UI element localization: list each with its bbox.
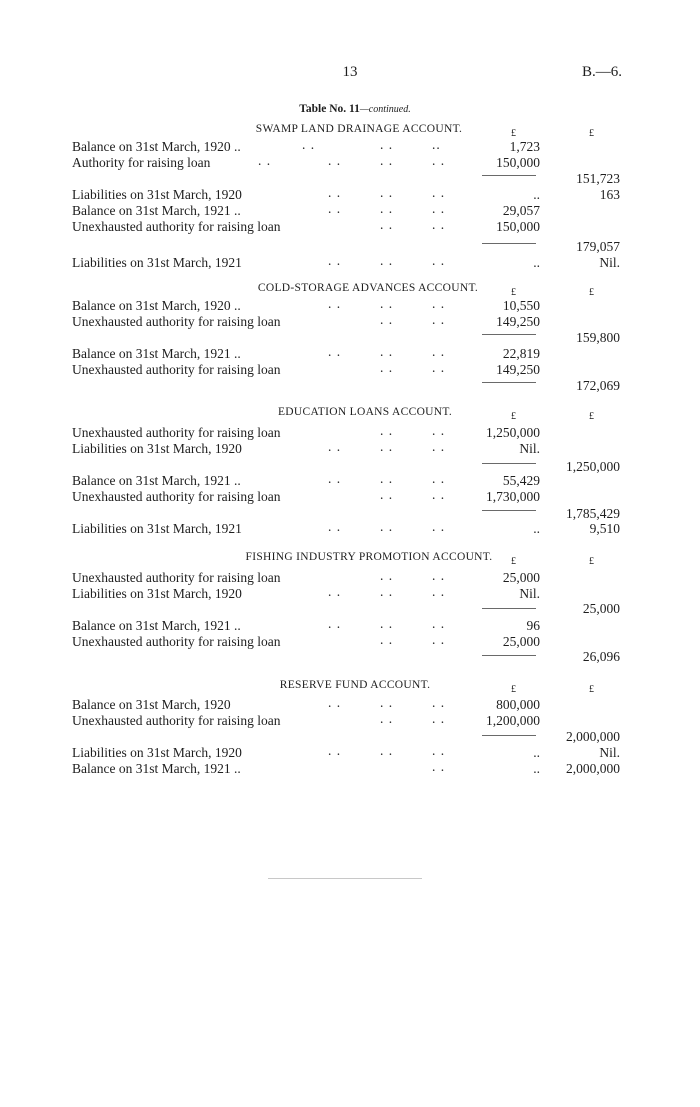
row-value: .. (533, 745, 540, 760)
table-row (72, 506, 624, 522)
table-row: Unexhausted authority for raising loan . . . . 149,250 (72, 312, 540, 329)
table-row: Balance on 31st March, 1921 .. . . . . . . 55,429 (72, 471, 540, 488)
row-label: Liabilities on 31st March, 1920 (72, 441, 242, 456)
row-value: 1,723 (509, 139, 540, 154)
row-label: Balance on 31st March, 1920 .. (72, 139, 241, 154)
row-value: 55,429 (502, 473, 540, 488)
row-total: Nil. (599, 745, 620, 760)
row-label: Balance on 31st March, 1920 (72, 697, 231, 712)
section-heading: EDUCATION LOANS ACCOUNT. (277, 406, 453, 418)
row-value: .. (533, 255, 540, 270)
table-row: Balance on 31st March, 1921 .. . . . . . . 29,057 (72, 201, 540, 218)
table-row: Liabilities on 31st March, 1920 . . . . . . Nil. (72, 439, 540, 456)
row-total: 151,723 (576, 171, 620, 186)
row-label: Liabilities on 31st March, 1920 (72, 586, 242, 601)
row-label: Liabilities on 31st March, 1921 (72, 521, 242, 536)
table-row: Liabilities on 31st March, 1920 . . . . . . Nil. (72, 584, 540, 601)
row-value: 800,000 (496, 697, 540, 712)
row-total: 2,000,000 (566, 729, 620, 744)
table-row (72, 649, 624, 665)
section-heading: RESERVE FUND ACCOUNT. (279, 679, 431, 691)
row-value: Nil. (519, 586, 540, 601)
row-label: Balance on 31st March, 1921 .. (72, 761, 241, 776)
table-row: Balance on 31st March, 1921 .. . . . . . . 96 (72, 616, 540, 633)
row-total: Nil. (599, 255, 620, 270)
row-label: Liabilities on 31st March, 1920 (72, 187, 242, 202)
row-label: Liabilities on 31st March, 1920 (72, 745, 242, 760)
row-total: 163 (599, 187, 620, 202)
table-row: Balance on 31st March, 1921 .. . . . . . . 22,819 (72, 344, 540, 361)
table-row (72, 330, 624, 346)
row-label: Unexhausted authority for raising loan (72, 570, 281, 585)
row-total: 172,069 (576, 378, 620, 393)
row-total: 1,250,000 (566, 459, 620, 474)
table-row: Balance on 31st March, 1920 .. . . . . . . 10,550 (72, 296, 540, 313)
row-value: .. (533, 761, 540, 776)
table-row: Unexhausted authority for raising loan . . . . 150,000 (72, 217, 540, 234)
table-row: Unexhausted authority for raising loan . . . . 1,250,000 (72, 423, 540, 440)
footer-rule (268, 878, 422, 879)
currency-col2: £ (589, 128, 594, 139)
table-row: Balance on 31st March, 1921 .. . . .. 2,000,000 (72, 759, 620, 776)
section-heading: COLD-STORAGE ADVANCES ACCOUNT. (257, 282, 479, 294)
table-row: Authority for raising loan . . . . . . . . 150,000 (72, 153, 540, 170)
row-label: Balance on 31st March, 1921 .. (72, 346, 241, 361)
table-title-text: Table No. 11 (299, 103, 360, 115)
row-value: 25,000 (502, 570, 540, 585)
row-label: Balance on 31st March, 1921 .. (72, 618, 241, 633)
row-label: Unexhausted authority for raising loan (72, 314, 281, 329)
table-row: Unexhausted authority for raising loan . . . . 1,200,000 (72, 711, 540, 728)
row-total: 9,510 (589, 521, 620, 536)
section-heading: SWAMP LAND DRAINAGE ACCOUNT. (255, 123, 463, 135)
row-total: 1,785,429 (566, 506, 620, 521)
table-row: Liabilities on 31st March, 1920 . . . . . . .. 163 (72, 185, 620, 202)
table-row: Unexhausted authority for raising loan . . . . 25,000 (72, 632, 540, 649)
row-label: Unexhausted authority for raising loan (72, 713, 281, 728)
row-label: Liabilities on 31st March, 1921 (72, 255, 242, 270)
row-label: Unexhausted authority for raising loan (72, 362, 281, 377)
row-label: Authority for raising loan (72, 155, 211, 170)
document-reference: B.—6. (581, 64, 622, 80)
currency-col2: £ (589, 556, 594, 567)
row-label: Balance on 31st March, 1921 .. (72, 203, 241, 218)
table-title (0, 103, 700, 115)
row-value: 149,250 (496, 314, 540, 329)
table-row: Balance on 31st March, 1920 . . . . . . 800,000 (72, 695, 540, 712)
row-value: 149,250 (496, 362, 540, 377)
table-row: Liabilities on 31st March, 1921 . . . . . . .. Nil. (72, 253, 620, 270)
row-label: Unexhausted authority for raising loan (72, 489, 281, 504)
row-value: .. (533, 521, 540, 536)
row-value: 150,000 (496, 219, 540, 234)
currency-col2: £ (589, 287, 594, 298)
currency-col1: £ (511, 411, 516, 422)
table-row: Unexhausted authority for raising loan . . . . 1,730,000 (72, 487, 540, 504)
table-title-continued: —continued. (359, 104, 411, 115)
row-value: 1,200,000 (486, 713, 540, 728)
table-row (72, 729, 624, 745)
table-row: Unexhausted authority for raising loan . . . . 25,000 (72, 568, 540, 585)
currency-col1: £ (511, 128, 516, 139)
row-value: 10,550 (502, 298, 540, 313)
section-heading: FISHING INDUSTRY PROMOTION ACCOUNT. (245, 551, 493, 563)
table-row: Unexhausted authority for raising loan . . . . 149,250 (72, 360, 540, 377)
currency-col1: £ (511, 684, 516, 695)
row-value: 22,819 (502, 346, 540, 361)
row-label: Balance on 31st March, 1921 .. (72, 473, 241, 488)
row-label: Unexhausted authority for raising loan (72, 634, 281, 649)
row-value: Nil. (519, 441, 540, 456)
row-value: 1,730,000 (486, 489, 540, 504)
row-value: 150,000 (496, 155, 540, 170)
page-number: 13 (342, 64, 358, 80)
table-row: Liabilities on 31st March, 1920 . . . . . . .. Nil. (72, 743, 620, 760)
row-label: Balance on 31st March, 1920 .. (72, 298, 241, 313)
row-value: 96 (526, 618, 540, 633)
row-total: 2,000,000 (566, 761, 620, 776)
row-value: .. (533, 187, 540, 202)
table-row (72, 171, 624, 187)
table-row: Liabilities on 31st March, 1921 . . . . . . .. 9,510 (72, 519, 620, 536)
row-label: Unexhausted authority for raising loan (72, 219, 281, 234)
row-total: 159,800 (576, 330, 620, 345)
table-row: Balance on 31st March, 1920 .. . . . . .. 1,723 (72, 137, 540, 154)
currency-col2: £ (589, 684, 594, 695)
row-total: 179,057 (576, 239, 620, 254)
row-value: 1,250,000 (486, 425, 540, 440)
row-total: 25,000 (582, 601, 620, 616)
row-total: 26,096 (582, 649, 620, 664)
currency-col1: £ (511, 287, 516, 298)
currency-col2: £ (589, 411, 594, 422)
row-value: 29,057 (502, 203, 540, 218)
table-row (72, 601, 624, 617)
currency-col1: £ (511, 556, 516, 567)
table-row (72, 239, 624, 255)
row-label: Unexhausted authority for raising loan (72, 425, 281, 440)
row-value: 25,000 (502, 634, 540, 649)
table-row (72, 378, 624, 394)
